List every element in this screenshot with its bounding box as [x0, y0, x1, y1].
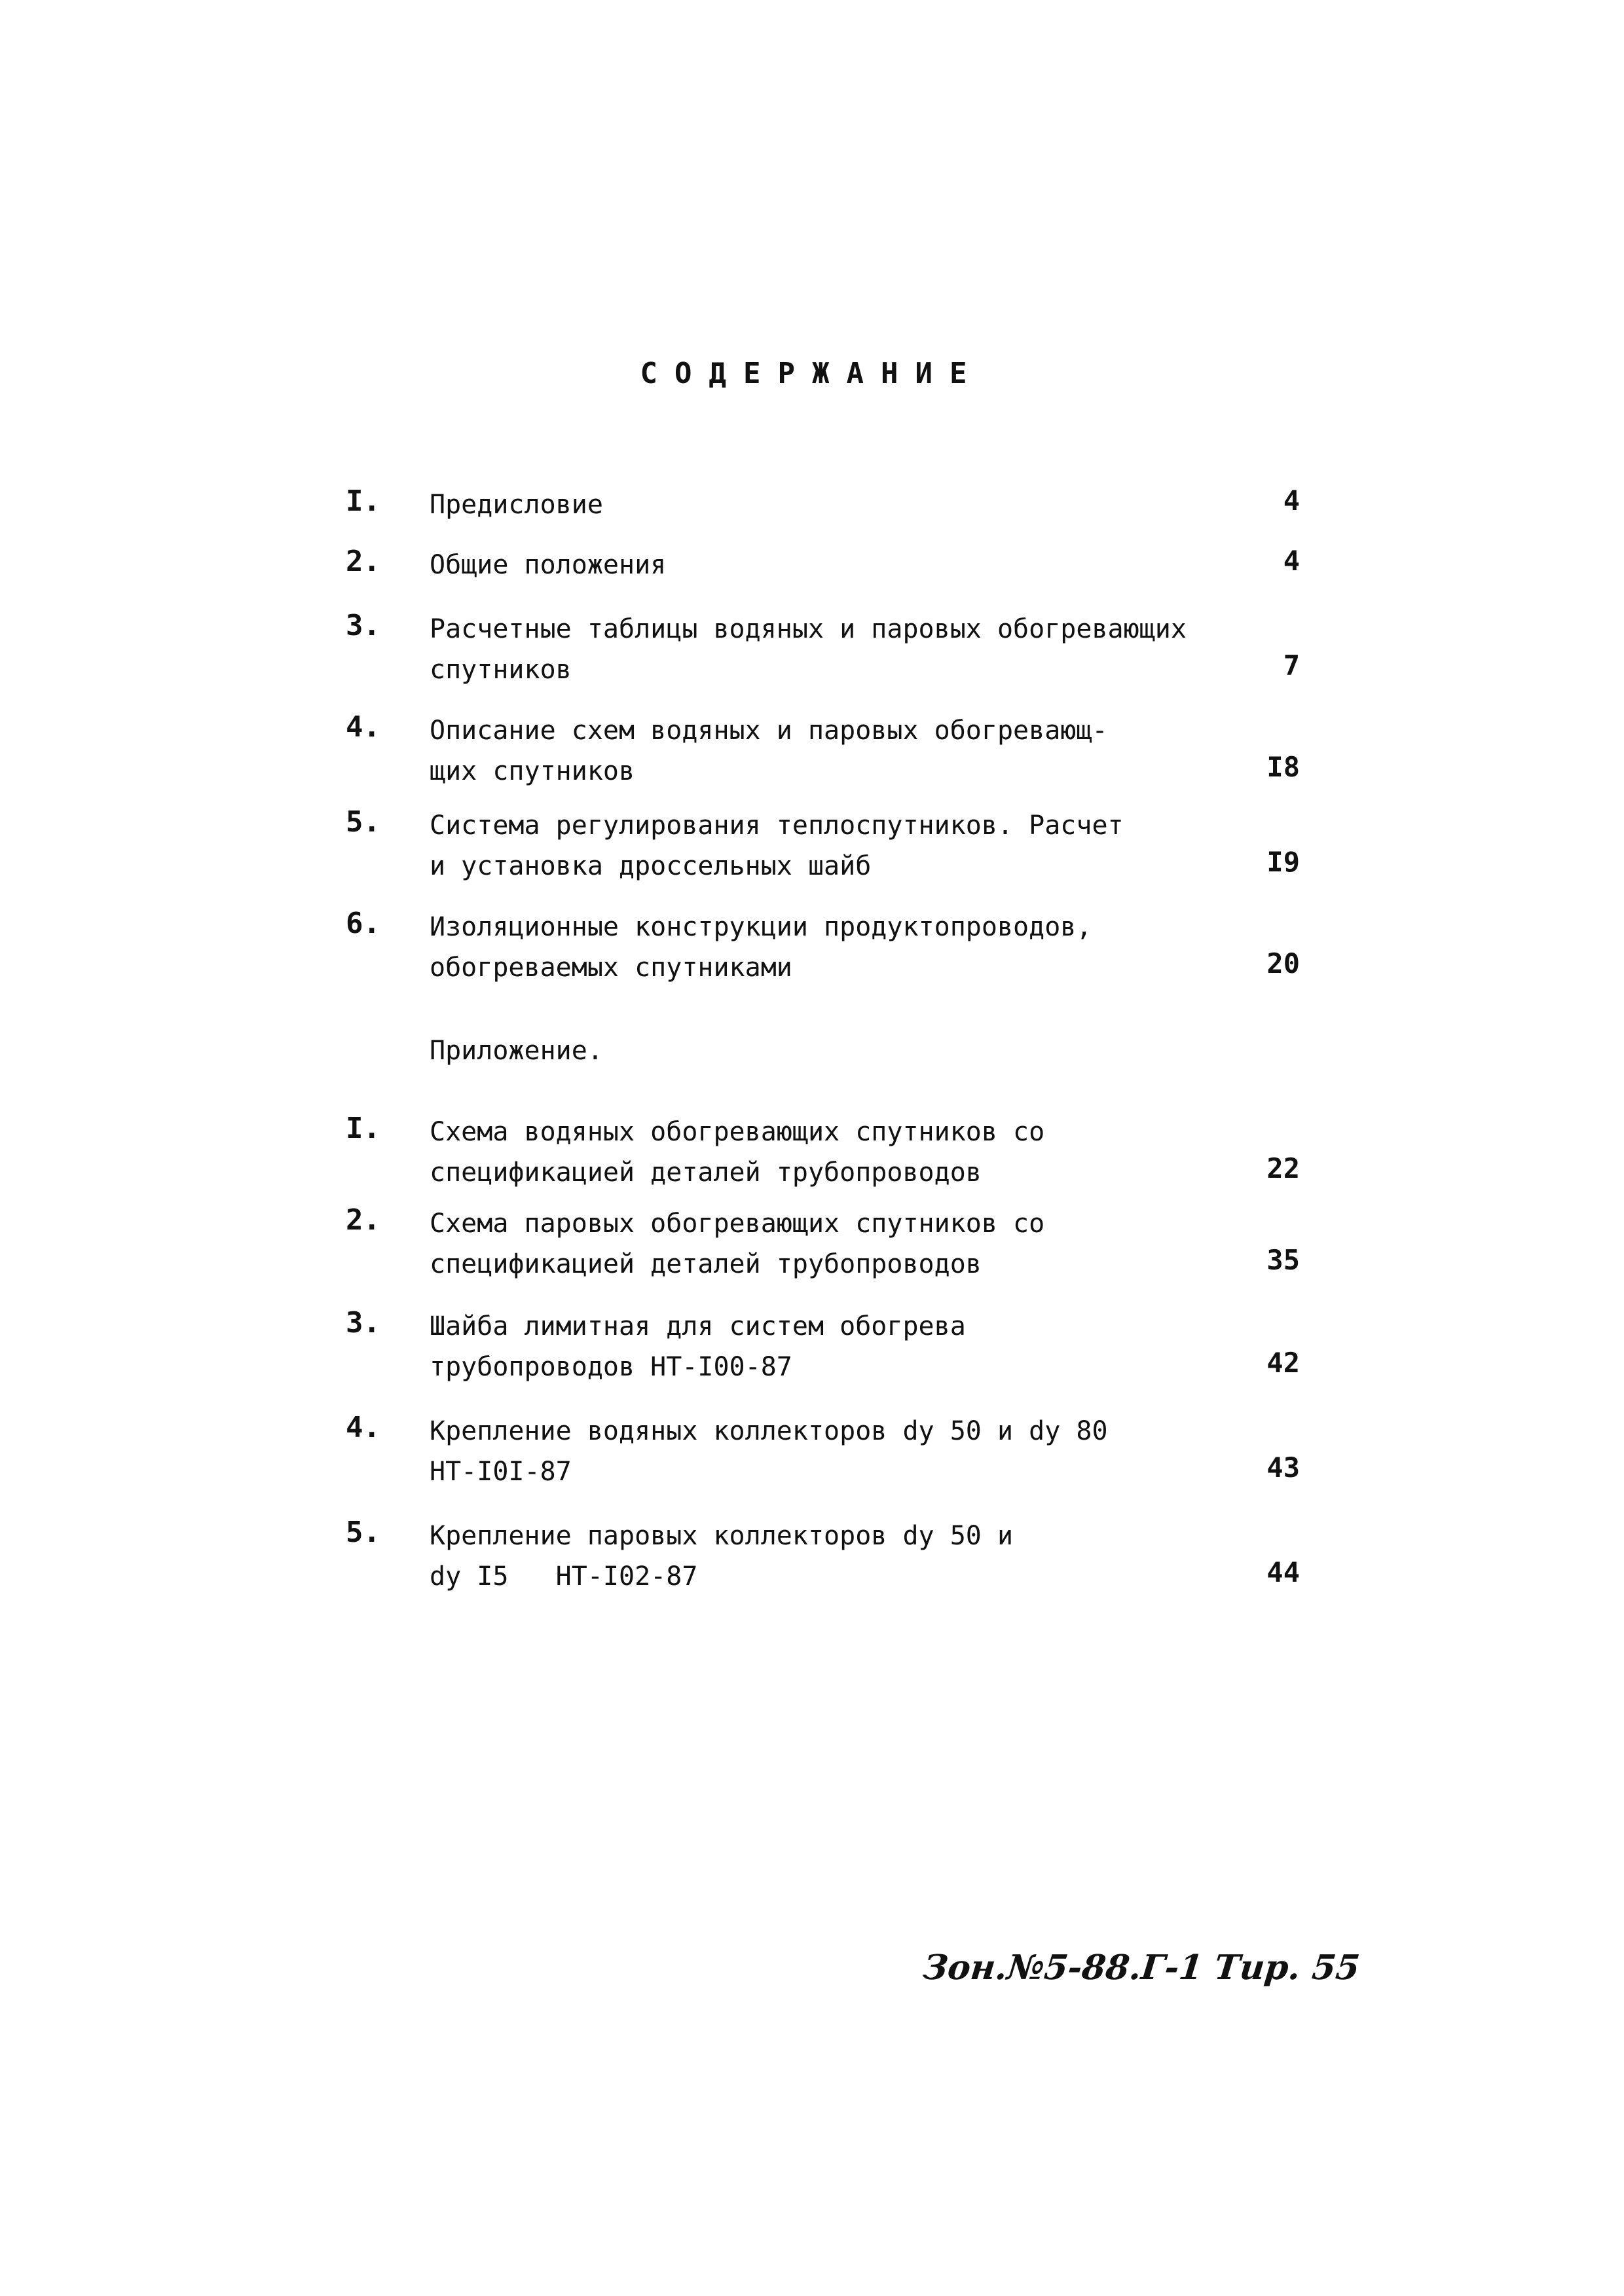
appendix-item-text: [430, 1306, 966, 1387]
toc-item-page: 7: [1283, 649, 1300, 682]
toc-line: трубопроводов НТ-I00-87: [430, 1352, 792, 1382]
toc-line: Расчетные таблицы водяных и паровых обогревающих: [430, 614, 1187, 644]
appendix-item-text: [430, 1203, 1044, 1285]
toc-line: Описание схем водяных и паровых обогревающ-: [430, 716, 1108, 746]
appendix-item-page: 22: [1266, 1152, 1300, 1184]
toc-item-number: 2.: [346, 545, 380, 578]
toc-line: Общие положения: [430, 550, 667, 580]
appendix-item-text: [430, 1411, 1108, 1492]
appendix-item-page: 35: [1266, 1244, 1300, 1276]
toc-item-text: [430, 609, 1187, 690]
toc-item-text: [430, 484, 603, 525]
toc-item-number: 6.: [346, 907, 380, 940]
appendix-item-text: [430, 1516, 1013, 1597]
handwritten-stamp: Зон.№5-88.Г-1 Тир. 55: [921, 1948, 1362, 1988]
appendix-item-text: [430, 1112, 1044, 1193]
toc-line: Система регулирования теплоспутников. Расчет: [430, 811, 1124, 841]
toc-line: Крепление водяных коллекторов dу 50 и dу 80: [430, 1416, 1108, 1446]
appendix-heading: Приложение.: [430, 1036, 603, 1066]
toc-line: НТ-I0I-87: [430, 1457, 572, 1487]
toc-item-number: 4.: [346, 710, 380, 744]
toc-item-number: I.: [346, 484, 380, 518]
appendix-item-page: 44: [1266, 1556, 1300, 1588]
appendix-item-number: 3.: [346, 1306, 380, 1339]
appendix-item-number: 5.: [346, 1516, 380, 1549]
toc-item-page: I8: [1266, 751, 1300, 783]
toc-item-text: [430, 710, 1108, 792]
toc-item-number: 3.: [346, 609, 380, 642]
toc-item-text: [430, 805, 1124, 886]
toc-item-text: [430, 907, 1092, 988]
appendix-item-number: I.: [346, 1112, 380, 1145]
toc-line: обогреваемых спутниками: [430, 953, 792, 983]
appendix-item-number: 4.: [346, 1411, 380, 1444]
toc-line: Схема водяных обогревающих спутников со: [430, 1117, 1045, 1147]
toc-item-page: 20: [1266, 947, 1300, 979]
toc-line: Шайба лимитная для систем обогрева: [430, 1311, 966, 1341]
toc-item-text: [430, 545, 666, 585]
toc-line: Предисловие: [430, 490, 603, 520]
toc-line: Схема паровых обогревающих спутников со: [430, 1209, 1045, 1239]
page-title: СОДЕРЖАНИЕ: [640, 357, 984, 390]
toc-line: спецификацией деталей трубопроводов: [430, 1249, 982, 1279]
toc-item-page: 4: [1283, 484, 1300, 517]
toc-line: спецификацией деталей трубопроводов: [430, 1157, 982, 1188]
toc-line: dу I5 НТ-I02-87: [430, 1561, 698, 1592]
appendix-item-page: 43: [1266, 1451, 1300, 1484]
toc-line: и установка дроссельных шайб: [430, 851, 872, 881]
toc-line: Крепление паровых коллекторов dу 50 и: [430, 1521, 1014, 1551]
toc-item-page: 4: [1283, 545, 1300, 577]
toc-line: щих спутников: [430, 756, 635, 786]
appendix-item-number: 2.: [346, 1203, 380, 1237]
toc-line: спутников: [430, 655, 572, 685]
toc-item-page: I9: [1266, 846, 1300, 878]
toc-item-number: 5.: [346, 805, 380, 839]
toc-line: Изоляционные конструкции продуктопроводов,: [430, 912, 1092, 942]
appendix-item-page: 42: [1266, 1347, 1300, 1379]
